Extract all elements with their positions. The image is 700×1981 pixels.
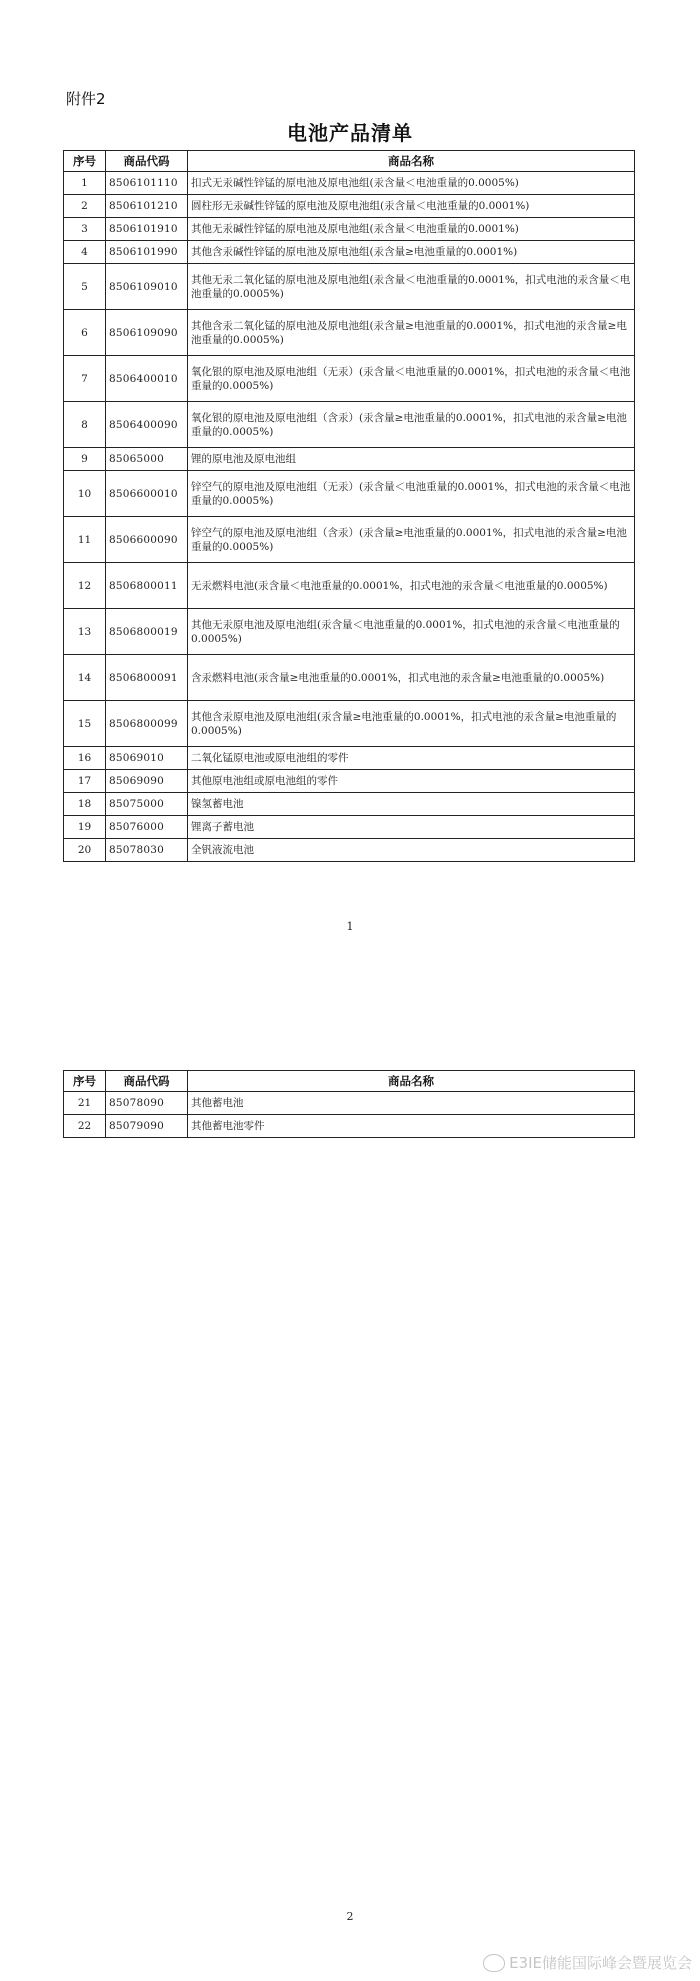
product-table-page-2 (63, 1070, 635, 1138)
row-code: 8506101990 (106, 241, 188, 264)
row-code: 8506109010 (106, 264, 188, 310)
row-no: 1 (64, 172, 106, 195)
table-row (64, 264, 635, 310)
row-code: 8506800091 (106, 655, 188, 701)
table-header-row (64, 1071, 635, 1092)
row-code: 85075000 (106, 793, 188, 816)
row-no: 3 (64, 218, 106, 241)
row-no: 9 (64, 448, 106, 471)
row-name: 锂离子蓄电池 (188, 816, 635, 839)
row-name: 其他含汞原电池及原电池组(汞含量≥电池重量的0.0001%，扣式电池的汞含量≥电池重量的0.0005%) (188, 701, 635, 747)
table-row (64, 839, 635, 862)
table-row (64, 609, 635, 655)
row-no: 12 (64, 563, 106, 609)
row-no: 6 (64, 310, 106, 356)
page-number-1: 1 (346, 920, 354, 933)
document-title: 电池产品清单 (287, 121, 413, 145)
row-code: 8506800099 (106, 701, 188, 747)
table-row (64, 747, 635, 770)
row-code: 8506400010 (106, 356, 188, 402)
row-no: 21 (64, 1092, 106, 1115)
table-row (64, 517, 635, 563)
table-row (64, 471, 635, 517)
row-no: 7 (64, 356, 106, 402)
table-row (64, 218, 635, 241)
row-no: 16 (64, 747, 106, 770)
row-code: 8506101110 (106, 172, 188, 195)
header-name: 商品名称 (188, 1071, 635, 1092)
row-code: 8506600090 (106, 517, 188, 563)
row-name: 圆柱形无汞碱性锌锰的原电池及原电池组(汞含量＜电池重量的0.0001%) (188, 195, 635, 218)
table-row (64, 241, 635, 264)
row-name: 其他无汞二氧化锰的原电池及原电池组(汞含量＜电池重量的0.0001%，扣式电池的汞含量＜电池重量的0.0005%) (188, 264, 635, 310)
watermark-text: E3IE储能国际峰会暨展览会 (509, 1954, 692, 1972)
row-name: 氧化银的原电池及原电池组（无汞）(汞含量＜电池重量的0.0001%，扣式电池的汞含量＜电池重量的0.0005%) (188, 356, 635, 402)
weibo-logo-icon (483, 1954, 505, 1972)
table-row (64, 563, 635, 609)
row-no: 17 (64, 770, 106, 793)
row-name: 锌空气的原电池及原电池组（含汞）(汞含量≥电池重量的0.0001%，扣式电池的汞含量≥电池重量的0.0005%) (188, 517, 635, 563)
table-row (64, 1092, 635, 1115)
attachment-label: 附件2 (66, 90, 106, 108)
table-header-row (64, 151, 635, 172)
row-no: 14 (64, 655, 106, 701)
row-name: 全钒液流电池 (188, 839, 635, 862)
row-no: 10 (64, 471, 106, 517)
row-code: 85079090 (106, 1115, 188, 1138)
table-row (64, 701, 635, 747)
row-name: 其他含汞二氧化锰的原电池及原电池组(汞含量≥电池重量的0.0001%，扣式电池的汞含量≥电池重量的0.0005%) (188, 310, 635, 356)
row-code: 8506101910 (106, 218, 188, 241)
row-code: 8506800011 (106, 563, 188, 609)
table-row (64, 195, 635, 218)
table-row (64, 655, 635, 701)
header-code: 商品代码 (106, 1071, 188, 1092)
header-code: 商品代码 (106, 151, 188, 172)
row-code: 85078090 (106, 1092, 188, 1115)
row-no: 5 (64, 264, 106, 310)
table-row (64, 310, 635, 356)
row-name: 其他蓄电池零件 (188, 1115, 635, 1138)
watermark (483, 1952, 692, 1973)
row-no: 2 (64, 195, 106, 218)
row-code: 8506600010 (106, 471, 188, 517)
row-name: 氧化银的原电池及原电池组（含汞）(汞含量≥电池重量的0.0001%，扣式电池的汞含量≥电池重量的0.0005%) (188, 402, 635, 448)
row-code: 8506400090 (106, 402, 188, 448)
row-name: 其他无汞原电池及原电池组(汞含量＜电池重量的0.0001%，扣式电池的汞含量＜电池重量的0.0005%) (188, 609, 635, 655)
table-row (64, 793, 635, 816)
row-no: 20 (64, 839, 106, 862)
table-row (64, 770, 635, 793)
table-row (64, 448, 635, 471)
row-name: 锌空气的原电池及原电池组（无汞）(汞含量＜电池重量的0.0001%，扣式电池的汞含量＜电池重量的0.0005%) (188, 471, 635, 517)
row-code: 85076000 (106, 816, 188, 839)
row-no: 15 (64, 701, 106, 747)
row-code: 8506101210 (106, 195, 188, 218)
table-row (64, 816, 635, 839)
row-no: 13 (64, 609, 106, 655)
row-name: 扣式无汞碱性锌锰的原电池及原电池组(汞含量＜电池重量的0.0005%) (188, 172, 635, 195)
page-number-2: 2 (346, 1910, 354, 1923)
row-code: 8506800019 (106, 609, 188, 655)
row-no: 11 (64, 517, 106, 563)
header-name: 商品名称 (188, 151, 635, 172)
row-name: 其他无汞碱性锌锰的原电池及原电池组(汞含量＜电池重量的0.0001%) (188, 218, 635, 241)
row-code: 8506109090 (106, 310, 188, 356)
row-no: 4 (64, 241, 106, 264)
row-name: 二氧化锰原电池或原电池组的零件 (188, 747, 635, 770)
row-name: 其他蓄电池 (188, 1092, 635, 1115)
row-no: 22 (64, 1115, 106, 1138)
table-row (64, 402, 635, 448)
row-name: 无汞燃料电池(汞含量＜电池重量的0.0001%，扣式电池的汞含量＜电池重量的0.0005%) (188, 563, 635, 609)
row-name: 含汞燃料电池(汞含量≥电池重量的0.0001%，扣式电池的汞含量≥电池重量的0.0005%) (188, 655, 635, 701)
row-no: 19 (64, 816, 106, 839)
row-no: 8 (64, 402, 106, 448)
row-code: 85069090 (106, 770, 188, 793)
row-code: 85078030 (106, 839, 188, 862)
row-no: 18 (64, 793, 106, 816)
table-row (64, 1115, 635, 1138)
row-name: 其他含汞碱性锌锰的原电池及原电池组(汞含量≥电池重量的0.0001%) (188, 241, 635, 264)
row-name: 镍氢蓄电池 (188, 793, 635, 816)
header-no: 序号 (64, 151, 106, 172)
table-row (64, 172, 635, 195)
row-code: 85065000 (106, 448, 188, 471)
header-no: 序号 (64, 1071, 106, 1092)
row-name: 其他原电池组或原电池组的零件 (188, 770, 635, 793)
product-table-page-1 (63, 150, 635, 862)
table-row (64, 356, 635, 402)
row-code: 85069010 (106, 747, 188, 770)
row-name: 锂的原电池及原电池组 (188, 448, 635, 471)
